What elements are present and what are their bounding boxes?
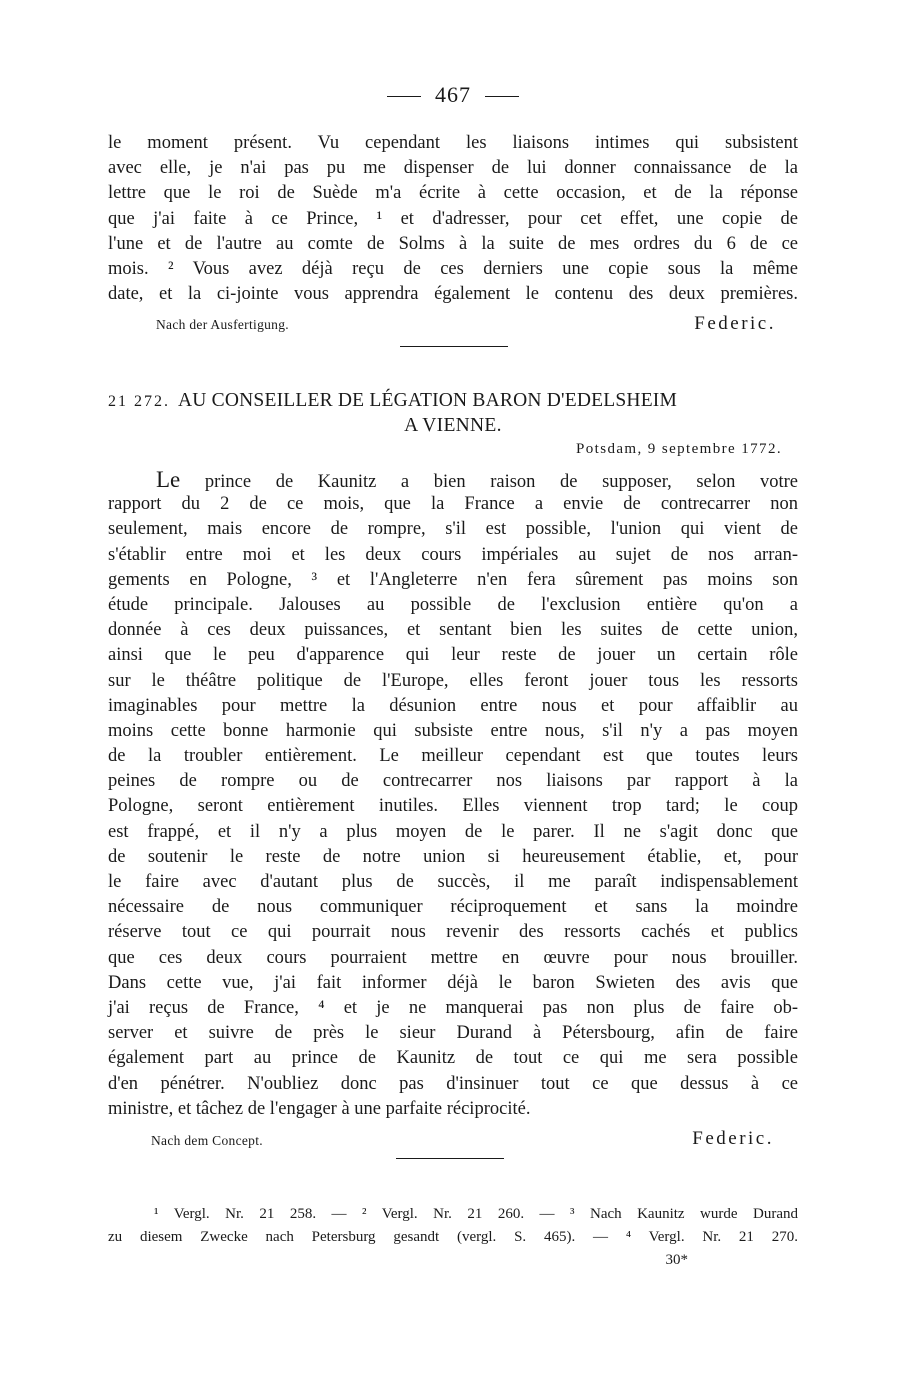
first-line-rest: prince de Kaunitz a bien raison de supposer, selon votre (204, 472, 799, 492)
footnotes (108, 1203, 798, 1249)
first-text-line (108, 467, 798, 492)
text-line: le faire avec d'autant plus de succès, il me paraît indispensablement (108, 872, 798, 892)
text-line: lettre que le roi de Suède m'a écrite à cette occasion, et de la réponse (108, 183, 798, 204)
previous-letter-footer (108, 313, 798, 337)
text-line: s'établir entre moi et les deux cours impériales au sujet de nos arran- (108, 544, 798, 565)
text-line: le moment présent. Vu cependant les liaisons intimes qui subsistent (108, 133, 798, 153)
footnote-line: ¹ Vergl. Nr. 21 258. — ² Vergl. Nr. 21 260. — ³ Nach Kaunitz wurde Durand (154, 1206, 798, 1222)
text-line: date, et la ci-jointe vous apprendra également le contenu des deux premières. (108, 284, 798, 305)
text-line: de soutenir le reste de notre union si heureusement établie, et, pour (108, 846, 798, 867)
text-line: que ces deux cours pourraient mettre en œuvre pour nous brouiller. (108, 947, 798, 968)
text-line: donnée à ces deux puissances, et sentant bien les suites de cette union, (108, 620, 798, 641)
previous-letter-text (108, 131, 798, 307)
text-line: imaginables pour mettre la désunion entre nous et pour affaiblir au (108, 695, 798, 716)
page-number-right-dash (485, 96, 519, 97)
text-line: moins cette bonne harmonie qui subsiste entre nous, s'il n'y a pas moyen (108, 720, 798, 741)
text-line: de la troubler entièrement. Le meilleur cependant est que toutes leurs (108, 746, 798, 767)
text-line: mois. ² Vous avez déjà reçu de ces derniers une copie sous la même (108, 258, 798, 279)
heading-line-1 (108, 389, 798, 414)
text-line: sur le théâtre politique de l'Europe, elles feront jouer tous les ressorts (108, 670, 798, 691)
text-line: server et suivre de près le sieur Durand à Pétersbourg, afin de faire (108, 1023, 798, 1044)
section-divider (400, 346, 508, 347)
text-line: ainsi que le peu d'apparence qui leur reste de jouer un certain rôle (108, 645, 798, 666)
text-line: avec elle, je n'ai pas pu me dispenser de lui donner connaissance de la (108, 158, 798, 179)
text-line: gements en Pologne, ³ et l'Angleterre n'en fera sûrement pas moins son (108, 569, 798, 590)
signature: Federic. (692, 1128, 774, 1149)
text-line: est frappé, et il n'y a plus moyen de le parer. Il ne s'agit donc que (108, 821, 798, 842)
text-line: seulement, mais encore de rompre, s'il est possible, l'union qui vient de (108, 519, 798, 540)
text-line: également part au prince de Kaunitz de tout ce qui me sera possible (108, 1048, 798, 1069)
document-page (108, 0, 798, 1392)
text-line: l'une et de l'autre au comte de Solms à la suite de mes ordres du 6 de ce (108, 233, 798, 254)
opening-word: Le (156, 467, 181, 492)
source-note: Nach der Ausfertigung. (156, 317, 289, 332)
text-line: étude principale. Jalouses au possible de l'exclusion entière qu'on a (108, 594, 798, 615)
text-line: Pologne, seront entièrement inutiles. Elles viennent trop tard; le coup (108, 796, 798, 817)
text-line: que j'ai faite à ce Prince, ¹ et d'adresser, pour cet effet, une copie de (108, 208, 798, 229)
letter-number: 21 272. (108, 393, 170, 410)
text-line: j'ai reçus de France, ⁴ et je ne manquerai pas non plus de faire ob- (108, 997, 798, 1018)
text-line: d'en pénétrer. N'oubliez donc pas d'insinuer tout ce que dessus à ce (108, 1073, 798, 1094)
text-line: peines de rompre ou de contrecarrer nos liaisons par rapport à la (108, 771, 798, 792)
letter-recipient: AU CONSEILLER DE LÉGATION BARON D'EDELSHEIM (178, 390, 678, 411)
text-line: Dans cette vue, j'ai fait informer déjà le baron Swieten des avis que (108, 972, 798, 993)
heading-line-2: A VIENNE. (404, 415, 502, 436)
letter-footer (108, 1128, 798, 1152)
signature: Federic. (694, 313, 776, 334)
page-number-value: 467 (435, 82, 471, 107)
letter-body (108, 467, 798, 1122)
letter-heading (108, 389, 798, 438)
text-line: ministre, et tâchez de l'engager à une parfaite réciprocité. (108, 1098, 531, 1119)
footnote-divider (396, 1158, 504, 1159)
printer-signature-mark: 30* (665, 1252, 688, 1268)
text-line: nécessaire de nous communiquer réciproquement et sans la moindre (108, 897, 798, 918)
dateline: Potsdam, 9 septembre 1772. (576, 441, 782, 457)
text-line: rapport du 2 de ce mois, que la France a envie de contrecarrer non (108, 494, 798, 515)
page-number-left-dash (387, 96, 421, 97)
footnote-line: zu diesem Zwecke nach Petersburg gesandt (vergl. S. 465). — ⁴ Vergl. Nr. 21 270. (108, 1229, 798, 1245)
page-number (108, 82, 798, 108)
text-line: réserve tout ce qui pourrait nous revenir des ressorts cachés et publics (108, 922, 798, 943)
source-note: Nach dem Concept. (151, 1133, 263, 1148)
